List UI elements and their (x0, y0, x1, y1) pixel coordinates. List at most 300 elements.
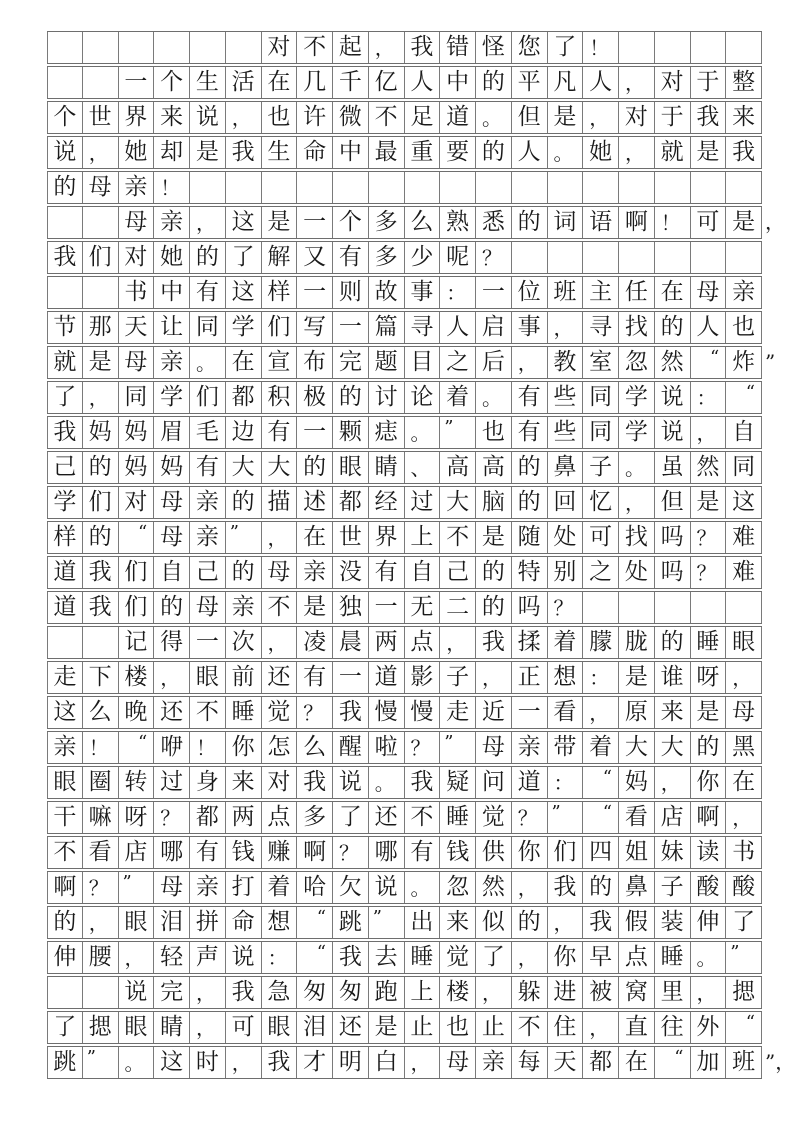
grid-cell: “ (726, 1012, 762, 1043)
grid-cell: 妈 (119, 452, 155, 483)
grid-cell: 虽 (655, 452, 691, 483)
grid-cell: 可 (691, 207, 727, 238)
grid-cell: ！ (154, 172, 190, 203)
grid-cell: 睡 (226, 697, 262, 728)
grid-cell: 亲 (297, 557, 333, 588)
grid-cell: ， (691, 977, 727, 1008)
grid-cell: 钱 (226, 837, 262, 868)
grid-cell (619, 32, 655, 63)
grid-cell (619, 172, 655, 203)
grid-cell: 一 (476, 277, 512, 308)
grid-cell: 极 (297, 382, 333, 413)
grid-cell: 特 (512, 557, 548, 588)
grid-cell: 同 (190, 312, 226, 343)
grid-cell: 白 (369, 1047, 405, 1078)
grid-cell: 。 (119, 1047, 155, 1078)
grid-cell: 的 (154, 592, 190, 623)
grid-cell: ， (119, 942, 155, 973)
grid-cell: 往 (655, 1012, 691, 1043)
grid-cell: 论 (405, 382, 441, 413)
grid-cell: 次 (226, 627, 262, 658)
grid-cell: 但 (655, 487, 691, 518)
grid-cell: 千 (333, 67, 369, 98)
grid-cell: 的 (512, 907, 548, 938)
grid-cell: 鼻 (619, 872, 655, 903)
grid-cell (726, 172, 762, 203)
grid-cell: 揌 (726, 977, 762, 1008)
grid-cell: 影 (405, 662, 441, 693)
grid-cell: 后 (476, 347, 512, 378)
grid-cell: 无 (405, 592, 441, 623)
grid-cell: 都 (190, 802, 226, 833)
grid-cell: ， (83, 907, 119, 938)
grid-cell: 有 (262, 417, 298, 448)
grid-cell: 慢 (369, 697, 405, 728)
grid-cell: 们 (83, 487, 119, 518)
grid-cell (655, 242, 691, 273)
grid-cell: 的 (47, 907, 83, 938)
grid-cell (726, 592, 762, 623)
grid-cell: 转 (119, 767, 155, 798)
grid-cell (512, 172, 548, 203)
grid-cell: 是 (548, 102, 584, 133)
grid-cell (726, 242, 762, 273)
grid-cell: 又 (297, 242, 333, 273)
grid-cell: 许 (297, 102, 333, 133)
grid-cell (548, 172, 584, 203)
grid-cell (226, 32, 262, 63)
grid-cell (333, 172, 369, 203)
grid-cell: 您 (512, 32, 548, 63)
grid-cell: 看 (619, 802, 655, 833)
grid-cell: 述 (297, 487, 333, 518)
grid-cell: 篇 (369, 312, 405, 343)
grid-cell: ， (726, 662, 762, 693)
grid-cell: 中 (333, 137, 369, 168)
grid-cell: 赚 (262, 837, 298, 868)
grid-cell (548, 242, 584, 273)
grid-cell: 说 (369, 872, 405, 903)
grid-cell: 是 (691, 137, 727, 168)
grid-cell: 还 (369, 802, 405, 833)
grid-cell: 解 (262, 242, 298, 273)
grid-cell: ， (190, 1012, 226, 1043)
grid-cell: 的 (476, 557, 512, 588)
grid-cell: 子 (440, 662, 476, 693)
grid-cell: ， (691, 417, 727, 448)
grid-cell: ， (512, 872, 548, 903)
grid-cell: ” (119, 872, 155, 903)
grid-cell: 我 (226, 137, 262, 168)
grid-cell: 钱 (440, 837, 476, 868)
grid-cell: 妈 (619, 767, 655, 798)
grid-cell: 亲 (726, 277, 762, 308)
grid-row (47, 136, 762, 169)
grid-cell: 对 (619, 102, 655, 133)
grid-cell: 任 (619, 277, 655, 308)
grid-cell: 就 (655, 137, 691, 168)
grid-cell: 道 (512, 767, 548, 798)
grid-cell: 一 (333, 312, 369, 343)
grid-cell: 找 (619, 312, 655, 343)
grid-cell: 天 (548, 1047, 584, 1078)
grid-cell: 那 (83, 312, 119, 343)
grid-cell: ， (619, 137, 655, 168)
grid-cell (47, 67, 83, 98)
grid-cell: 这 (47, 697, 83, 728)
grid-cell: 学 (154, 382, 190, 413)
grid-cell: 还 (154, 697, 190, 728)
grid-cell: 己 (190, 557, 226, 588)
grid-cell: ， (726, 802, 762, 833)
grid-cell: 一 (297, 417, 333, 448)
grid-cell: 亲 (154, 347, 190, 378)
grid-cell: 是 (691, 487, 727, 518)
grid-cell: 啊 (47, 872, 83, 903)
grid-cell: ， (548, 312, 584, 343)
grid-cell: 的 (655, 312, 691, 343)
grid-cell: 过 (405, 487, 441, 518)
grid-cell: 天 (119, 312, 155, 343)
grid-cell: 了 (226, 242, 262, 273)
grid-cell: 呀 (691, 662, 727, 693)
grid-cell: 跑 (369, 977, 405, 1008)
grid-cell: 的 (655, 627, 691, 658)
grid-cell: 但 (512, 102, 548, 133)
grid-cell: 黑 (726, 732, 762, 763)
grid-cell: 匆 (297, 977, 333, 1008)
grid-cell: ： (440, 277, 476, 308)
grid-cell: 可 (583, 522, 619, 553)
grid-cell: 目 (405, 347, 441, 378)
grid-cell (83, 977, 119, 1008)
grid-cell: 亲 (512, 732, 548, 763)
grid-cell: 活 (226, 67, 262, 98)
grid-cell: 揌 (83, 1012, 119, 1043)
grid-cell: 最 (369, 137, 405, 168)
grid-cell (47, 977, 83, 1008)
grid-cell: ” (548, 802, 584, 833)
grid-cell: 走 (440, 697, 476, 728)
grid-cell: 高 (476, 452, 512, 483)
grid-cell (619, 592, 655, 623)
grid-cell: 多 (369, 242, 405, 273)
grid-cell: 毛 (190, 417, 226, 448)
grid-cell: 着 (440, 382, 476, 413)
grid-cell: 晨 (333, 627, 369, 658)
grid-cell: 一 (333, 662, 369, 693)
grid-cell: “ (583, 802, 619, 833)
grid-row (47, 31, 762, 64)
grid-cell: 道 (440, 102, 476, 133)
grid-cell: 是 (691, 697, 727, 728)
grid-cell: 界 (119, 102, 155, 133)
grid-cell: 就 (47, 347, 83, 378)
grid-cell (47, 207, 83, 238)
grid-cell: 胧 (619, 627, 655, 658)
grid-cell: ， (476, 977, 512, 1008)
grid-cell: ： (548, 767, 584, 798)
grid-cell: 说 (655, 417, 691, 448)
grid-cell: 在 (655, 277, 691, 308)
grid-cell: 的 (512, 452, 548, 483)
grid-cell: 然 (655, 347, 691, 378)
grid-cell: 布 (297, 347, 333, 378)
grid-cell (405, 172, 441, 203)
grid-cell (476, 172, 512, 203)
grid-cell: 处 (619, 557, 655, 588)
grid-cell: 是 (262, 207, 298, 238)
grid-cell (440, 172, 476, 203)
grid-cell: 假 (619, 907, 655, 938)
grid-cell: 道 (47, 557, 83, 588)
grid-cell: “ (119, 732, 155, 763)
grid-cell: 也 (262, 102, 298, 133)
grid-cell: 眉 (154, 417, 190, 448)
grid-cell: 吗 (655, 557, 691, 588)
grid-cell: 我 (583, 907, 619, 938)
grid-cell: 于 (655, 102, 691, 133)
grid-cell: 说 (119, 977, 155, 1008)
grid-cell: 得 (154, 627, 190, 658)
grid-cell: ， (583, 1012, 619, 1043)
grid-cell (83, 277, 119, 308)
grid-row (47, 171, 762, 204)
grid-cell: 凌 (297, 627, 333, 658)
grid-cell: 咿 (154, 732, 190, 763)
grid-cell: 同 (583, 382, 619, 413)
grid-cell: 眼 (262, 1012, 298, 1043)
grid-cell: 些 (548, 417, 584, 448)
grid-cell: 一 (512, 697, 548, 728)
grid-cell: 不 (262, 592, 298, 623)
grid-cell: 下 (83, 662, 119, 693)
grid-cell: ！ (655, 207, 691, 238)
grid-cell: 大 (619, 732, 655, 763)
grid-cell: 么 (83, 697, 119, 728)
grid-cell: 说 (655, 382, 691, 413)
grid-cell: 不 (47, 837, 83, 868)
grid-cell: 你 (548, 942, 584, 973)
grid-row (47, 206, 785, 239)
grid-cell: 楼 (440, 977, 476, 1008)
grid-cell: 题 (369, 347, 405, 378)
grid-cell: 对 (262, 32, 298, 63)
grid-cell: 都 (583, 1047, 619, 1078)
grid-cell: 嘛 (83, 802, 119, 833)
grid-cell: 出 (405, 907, 441, 938)
grid-cell: 难 (726, 557, 762, 588)
grid-cell: 们 (119, 557, 155, 588)
grid-cell (655, 592, 691, 623)
grid-cell: 宣 (262, 347, 298, 378)
grid-cell: 几 (297, 67, 333, 98)
grid-cell: 独 (333, 592, 369, 623)
grid-cell: 人 (512, 137, 548, 168)
grid-row (47, 836, 762, 869)
grid-cell: 有 (405, 837, 441, 868)
grid-cell: 我 (297, 767, 333, 798)
grid-cell: 泪 (297, 1012, 333, 1043)
grid-cell: 看 (548, 697, 584, 728)
grid-cell: 们 (190, 382, 226, 413)
grid-cell: 没 (333, 557, 369, 588)
grid-cell: 想 (262, 907, 298, 938)
grid-row (47, 521, 762, 554)
grid-cell: 眼 (119, 907, 155, 938)
grid-row (47, 801, 762, 834)
grid-cell: 哪 (369, 837, 405, 868)
grid-cell: 这 (154, 1047, 190, 1078)
grid-cell: 还 (262, 662, 298, 693)
grid-cell (619, 242, 655, 273)
grid-cell: 少 (405, 242, 441, 273)
grid-cell: 啦 (369, 732, 405, 763)
grid-cell: 积 (262, 382, 298, 413)
grid-cell: ！ (190, 732, 226, 763)
grid-cell: 两 (369, 627, 405, 658)
grid-cell: 止 (476, 1012, 512, 1043)
grid-cell: 的 (691, 732, 727, 763)
grid-cell: 的 (583, 872, 619, 903)
grid-row (47, 556, 762, 589)
grid-cell: 自 (405, 557, 441, 588)
grid-cell: 干 (47, 802, 83, 833)
grid-row (47, 311, 762, 344)
grid-cell: 装 (655, 907, 691, 938)
grid-cell: 伸 (47, 942, 83, 973)
grid-cell: ， (226, 102, 262, 133)
composition-grid (47, 31, 796, 1081)
grid-cell: ！ (583, 32, 619, 63)
grid-cell: “ (297, 942, 333, 973)
grid-cell: 了 (476, 942, 512, 973)
grid-cell: 亲 (476, 1047, 512, 1078)
grid-cell: 母 (83, 172, 119, 203)
grid-cell: 的 (226, 487, 262, 518)
grid-cell: 书 (119, 277, 155, 308)
grid-cell: 同 (119, 382, 155, 413)
grid-cell: 故 (369, 277, 405, 308)
grid-cell: 完 (154, 977, 190, 1008)
grid-cell: 大 (655, 732, 691, 763)
grid-cell: 着 (262, 872, 298, 903)
grid-cell: 来 (154, 102, 190, 133)
grid-cell: 样 (47, 522, 83, 553)
grid-cell: 学 (619, 382, 655, 413)
grid-cell: ： (691, 382, 727, 413)
grid-cell: 语 (583, 207, 619, 238)
grid-cell: 了 (333, 802, 369, 833)
grid-cell: 对 (655, 67, 691, 98)
grid-cell (655, 32, 691, 63)
margin-punctuation: ， (765, 210, 785, 234)
grid-cell: 。 (548, 137, 584, 168)
grid-cell: 的 (476, 137, 512, 168)
grid-cell: 也 (440, 1012, 476, 1043)
grid-cell: 亲 (47, 732, 83, 763)
grid-cell: 在 (226, 347, 262, 378)
grid-cell: 人 (583, 67, 619, 98)
grid-cell: 点 (619, 942, 655, 973)
grid-row (47, 276, 762, 309)
grid-cell: 。 (190, 347, 226, 378)
grid-row (47, 486, 762, 519)
grid-cell: 事 (512, 312, 548, 343)
grid-cell: 了 (47, 1012, 83, 1043)
grid-cell: ？ (333, 837, 369, 868)
grid-cell: ， (190, 977, 226, 1008)
grid-cell: 来 (726, 102, 762, 133)
grid-row (47, 1046, 796, 1079)
grid-cell: 却 (154, 137, 190, 168)
grid-cell: 随 (512, 522, 548, 553)
grid-cell: 要 (440, 137, 476, 168)
grid-cell: 学 (226, 312, 262, 343)
grid-cell: 重 (405, 137, 441, 168)
grid-cell: 带 (548, 732, 584, 763)
grid-cell: 么 (297, 732, 333, 763)
grid-cell (47, 627, 83, 658)
grid-cell: 匆 (333, 977, 369, 1008)
grid-cell: 住 (548, 1012, 584, 1043)
grid-cell: ， (405, 1047, 441, 1078)
grid-cell (47, 277, 83, 308)
grid-cell (655, 172, 691, 203)
grid-cell: ， (512, 347, 548, 378)
grid-cell: 早 (583, 942, 619, 973)
grid-cell: “ (119, 522, 155, 553)
grid-cell: 难 (726, 522, 762, 553)
grid-cell: 在 (297, 522, 333, 553)
grid-cell: 想 (548, 662, 584, 693)
grid-cell: 是 (190, 137, 226, 168)
grid-cell: 描 (262, 487, 298, 518)
grid-cell: 啊 (619, 207, 655, 238)
grid-cell: 个 (47, 102, 83, 133)
grid-cell: 是 (369, 1012, 405, 1043)
grid-cell: ， (583, 102, 619, 133)
grid-row (47, 626, 762, 659)
grid-cell: 才 (297, 1047, 333, 1078)
grid-cell: 店 (655, 802, 691, 833)
grid-cell: 然 (691, 452, 727, 483)
grid-cell: 直 (619, 1012, 655, 1043)
grid-cell: 我 (83, 592, 119, 623)
grid-cell: 母 (119, 207, 155, 238)
grid-cell: 的 (226, 557, 262, 588)
grid-cell: 边 (226, 417, 262, 448)
grid-cell: 怎 (262, 732, 298, 763)
grid-cell: 朦 (583, 627, 619, 658)
grid-cell: 呢 (440, 242, 476, 273)
grid-cell: ！ (83, 732, 119, 763)
grid-cell: 不 (190, 697, 226, 728)
grid-cell: 个 (154, 67, 190, 98)
grid-cell: 错 (440, 32, 476, 63)
grid-cell: 醒 (333, 732, 369, 763)
grid-cell: ？ (154, 802, 190, 833)
grid-cell: 睡 (691, 627, 727, 658)
grid-cell: 来 (226, 767, 262, 798)
grid-cell: 处 (548, 522, 584, 553)
grid-cell (154, 32, 190, 63)
grid-cell (691, 592, 727, 623)
grid-cell: 经 (369, 487, 405, 518)
grid-cell: 、 (405, 452, 441, 483)
grid-cell: “ (691, 347, 727, 378)
grid-cell: 急 (262, 977, 298, 1008)
